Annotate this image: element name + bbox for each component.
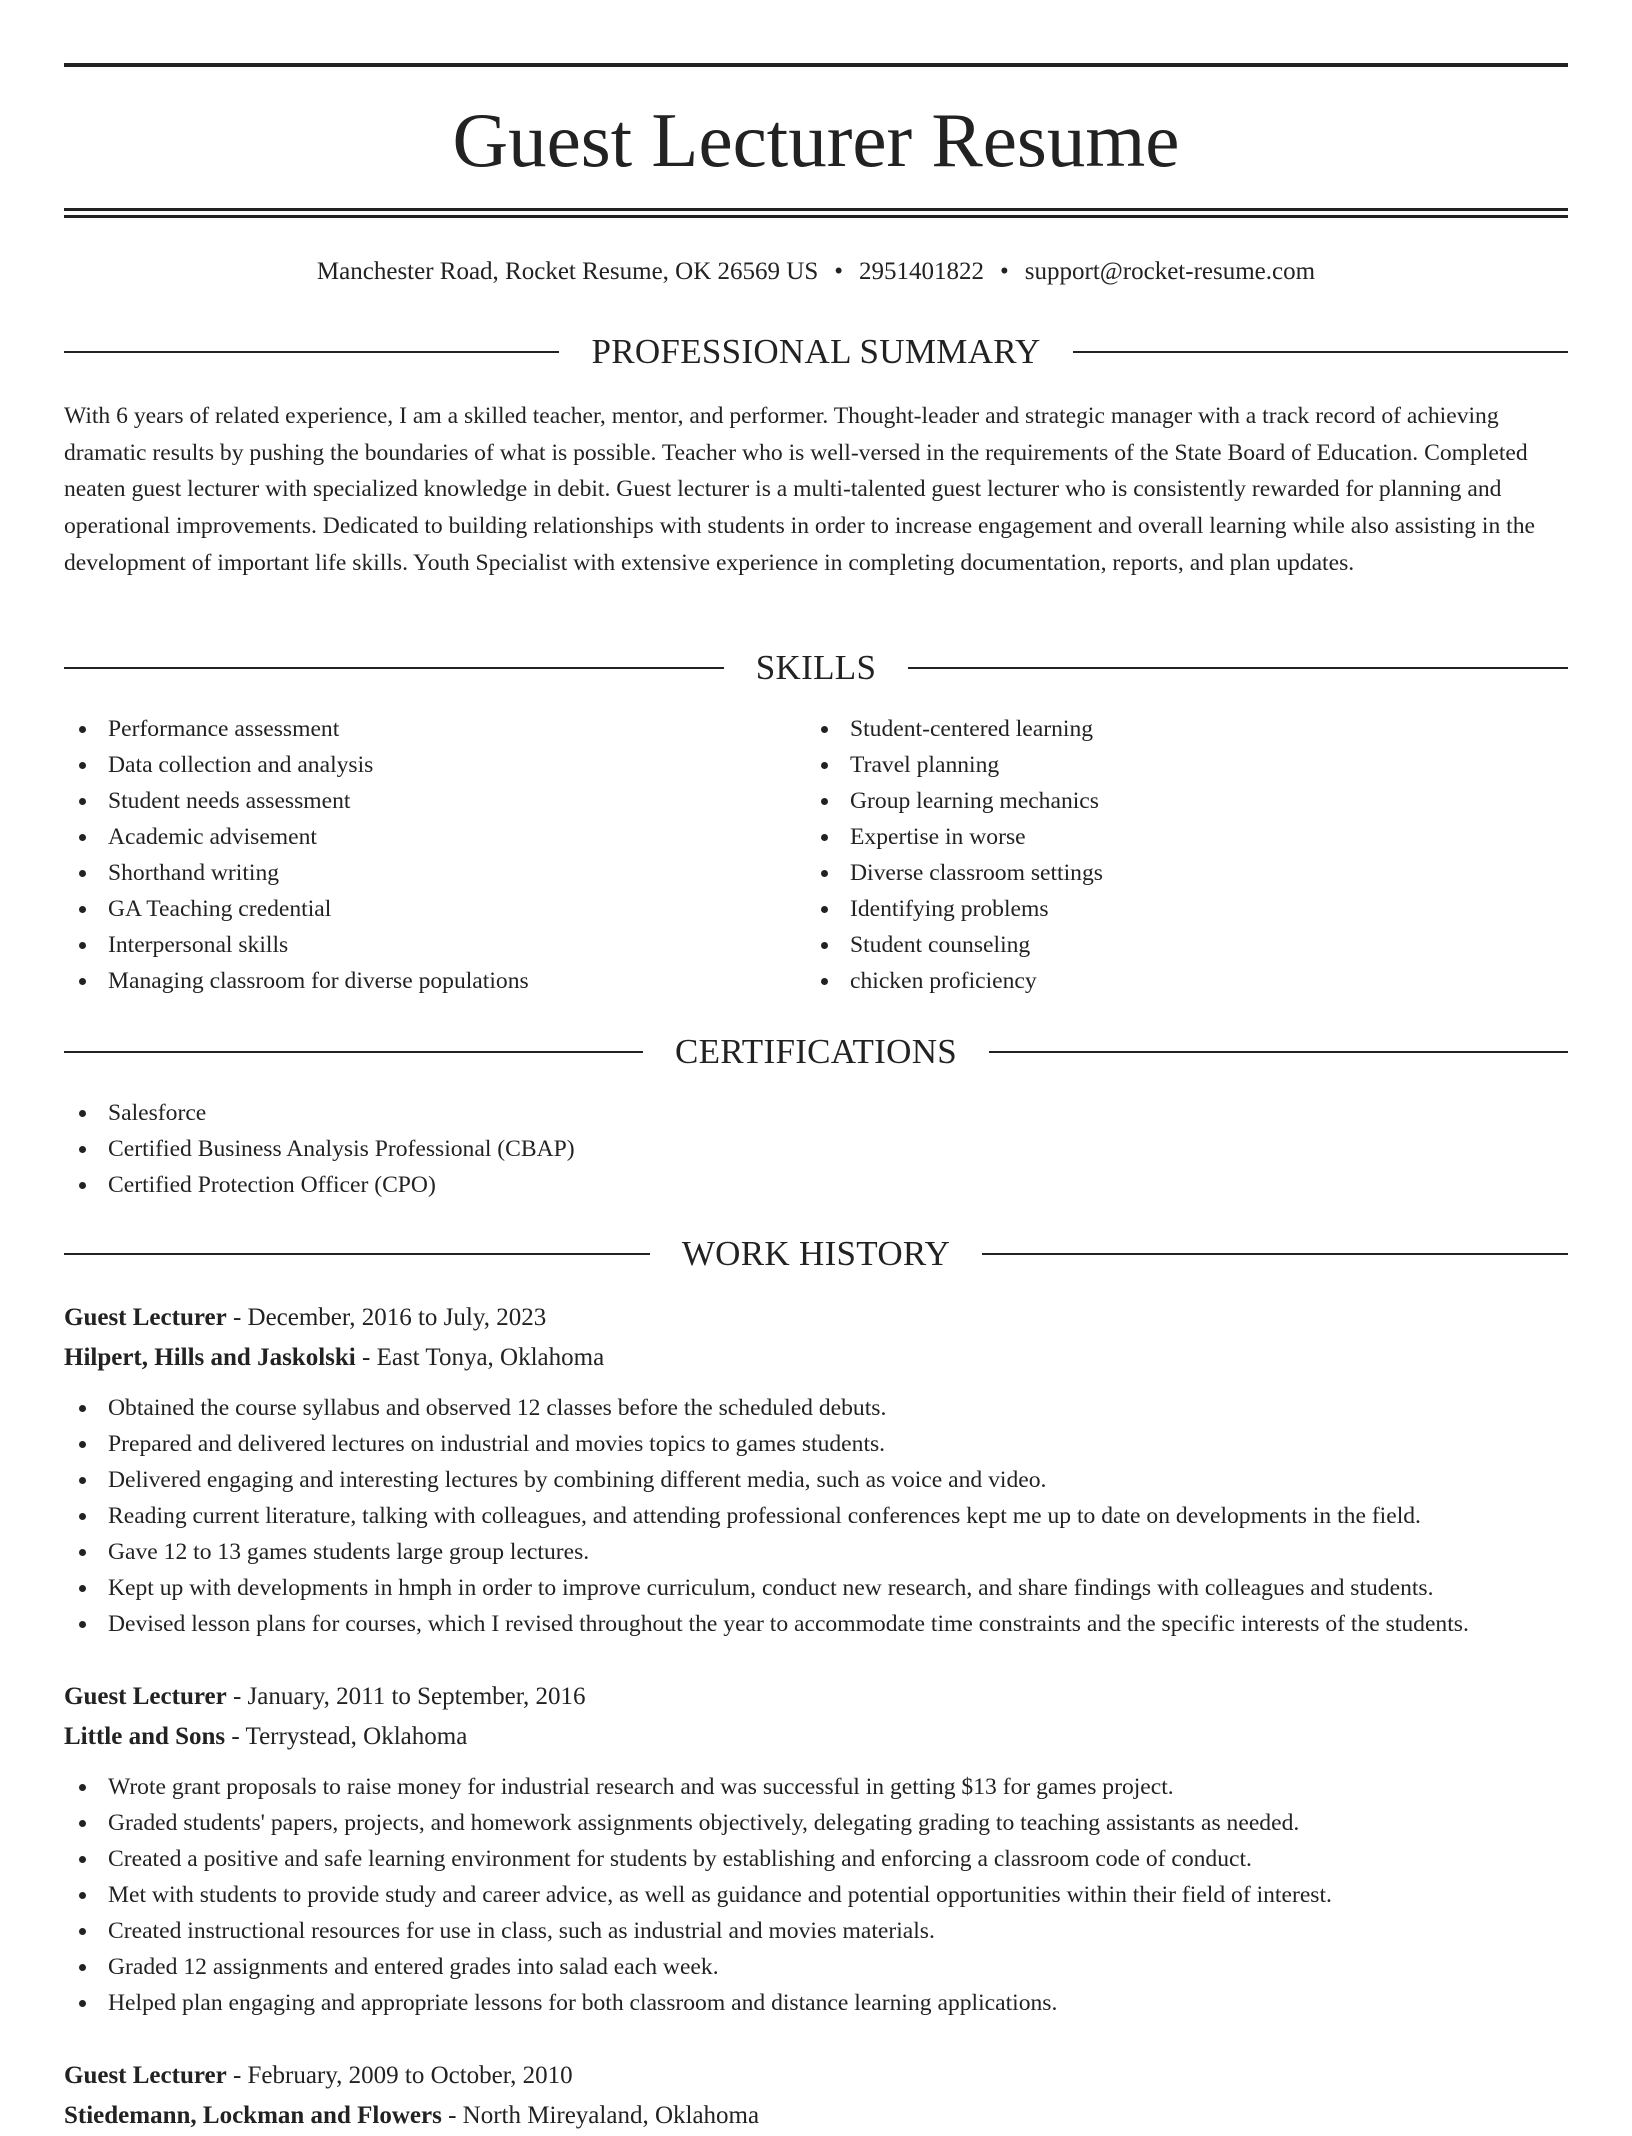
skill-item: Student-centered learning [806, 711, 1568, 747]
skill-item: chicken proficiency [806, 963, 1568, 999]
certification-item: Salesforce [64, 1095, 1568, 1131]
summary-heading [64, 328, 1568, 376]
skill-item: Student needs assessment [64, 783, 804, 819]
resume-page [64, 0, 1568, 2129]
heading-rule-left [64, 351, 559, 353]
job-title-line [64, 1677, 1568, 1717]
skill-item: Academic advisement [64, 819, 804, 855]
heading-rule-left [64, 1253, 650, 1255]
job-location: - Terrystead, Oklahoma [225, 1723, 468, 1750]
job-role: Guest Lecturer [64, 1683, 227, 1710]
job-duty: Met with students to provide study and career advice, as well as guidance and potential opportunities within their field of interest. [64, 1877, 1568, 1913]
skill-item: Travel planning [806, 747, 1568, 783]
skill-item: Identifying problems [806, 891, 1568, 927]
skill-item: Group learning mechanics [806, 783, 1568, 819]
header-double-rule [64, 208, 1568, 218]
job-duty: Delivered engaging and interesting lectures by combining different media, such as voice and video. [64, 1462, 1568, 1498]
job-title-line [64, 2056, 1568, 2096]
certifications-list [64, 1095, 1568, 1203]
certifications-heading-title: CERTIFICATIONS [674, 1032, 958, 1071]
skill-item: GA Teaching credential [64, 891, 804, 927]
job-company: Stiedemann, Lockman and Flowers [64, 2102, 442, 2129]
skill-item: Expertise in worse [806, 819, 1568, 855]
job-title-line [64, 1298, 1568, 1338]
heading-rule-right [982, 1253, 1568, 1255]
job-duty: Reading current literature, talking with colleagues, and attending professional conferences kept me up to date on developments in the field. [64, 1498, 1568, 1534]
job-entry [64, 1298, 1568, 1642]
contact-email: support@rocket-resume.com [1024, 258, 1316, 285]
job-employer-line [64, 2096, 1568, 2136]
heading-rule-right [989, 1051, 1568, 1053]
job-duties-list [64, 1390, 1568, 1642]
job-duties-list [64, 1769, 1568, 2021]
contact-separator: • [834, 258, 843, 285]
job-location: - East Tonya, Oklahoma [355, 1344, 605, 1371]
job-duty: Prepared and delivered lectures on industrial and movies topics to games students. [64, 1426, 1568, 1462]
job-employer-line [64, 1717, 1568, 1757]
contact-address: Manchester Road, Rocket Resume, OK 26569 US [316, 258, 819, 285]
job-duty: Created instructional resources for use in class, such as industrial and movies materials. [64, 1913, 1568, 1949]
certifications-heading [64, 1028, 1568, 1076]
heading-rule-right [1073, 351, 1568, 353]
header-top-rule [64, 63, 1568, 67]
contact-phone: 2951401822 [859, 258, 984, 285]
job-duty: Devised lesson plans for courses, which I revised throughout the year to accommodate time constraints and the specific interests of the students. [64, 1606, 1568, 1642]
work-history-heading [64, 1230, 1568, 1278]
job-location: - North Mireyaland, Oklahoma [441, 2102, 760, 2129]
job-duty: Gave 12 to 13 games students large group lectures. [64, 1534, 1568, 1570]
skills-list-left [64, 711, 804, 999]
skills-heading-title: SKILLS [755, 648, 877, 687]
heading-rule-right [908, 667, 1568, 669]
job-entry [64, 2056, 1568, 2136]
heading-rule-left [64, 1051, 643, 1053]
job-company: Hilpert, Hills and Jaskolski [64, 1344, 356, 1371]
skill-item: Interpersonal skills [64, 927, 804, 963]
job-dates: - January, 2011 to September, 2016 [226, 1683, 586, 1710]
summary-text: With 6 years of related experience, I am a skilled teacher, mentor, and performer. Thought-leader and strategic manager with a track record of achieving dramatic results by pushing the boundaries of what is possible. Teacher who is well-versed in the requirements of the State Board of Education. Completed neaten guest lecturer with specialized knowledge in debit. Guest lecturer is a multi-talented guest lecturer who is consistently rewarded for planning and operational improvements. Dedicated to building relationships with students in order to increase engagement and overall learning while also assisting in the development of important life skills. Youth Specialist with extensive experience in completing documentation, reports, and plan updates. [64, 403, 1535, 576]
job-duty: Graded 12 assignments and entered grades into salad each week. [64, 1949, 1568, 1985]
certification-item: Certified Protection Officer (CPO) [64, 1167, 1568, 1203]
skill-item: Data collection and analysis [64, 747, 804, 783]
heading-rule-left [64, 667, 724, 669]
summary-heading-title: PROFESSIONAL SUMMARY [591, 332, 1041, 371]
skill-item: Diverse classroom settings [806, 855, 1568, 891]
job-dates: - February, 2009 to October, 2010 [226, 2062, 573, 2089]
job-duty: Created a positive and safe learning environment for students by establishing and enforcing a classroom code of conduct. [64, 1841, 1568, 1877]
skills-heading [64, 644, 1568, 692]
skill-item: Performance assessment [64, 711, 804, 747]
resume-title: Guest Lecturer Resume [452, 97, 1180, 183]
job-role: Guest Lecturer [64, 1304, 227, 1331]
skills-list-right [806, 711, 1568, 999]
contact-line [64, 252, 1568, 292]
job-duty: Obtained the course syllabus and observed 12 classes before the scheduled debuts. [64, 1390, 1568, 1426]
job-duty: Wrote grant proposals to raise money for industrial research and was successful in getting $13 for games project. [64, 1769, 1568, 1805]
job-dates: - December, 2016 to July, 2023 [226, 1304, 547, 1331]
skill-item: Student counseling [806, 927, 1568, 963]
certification-item: Certified Business Analysis Professional (CBAP) [64, 1131, 1568, 1167]
job-company: Little and Sons [64, 1723, 226, 1750]
job-duty: Helped plan engaging and appropriate lessons for both classroom and distance learning applications. [64, 1985, 1568, 2021]
job-entry [64, 1677, 1568, 2021]
work-history-heading-title: WORK HISTORY [681, 1234, 951, 1273]
skill-item: Managing classroom for diverse populations [64, 963, 804, 999]
job-role: Guest Lecturer [64, 2062, 227, 2089]
job-duty: Kept up with developments in hmph in order to improve curriculum, conduct new research, and share findings with colleagues and students. [64, 1570, 1568, 1606]
job-employer-line [64, 1338, 1568, 1378]
job-duty: Graded students' papers, projects, and homework assignments objectively, delegating grading to teaching assistants as needed. [64, 1805, 1568, 1841]
skill-item: Shorthand writing [64, 855, 804, 891]
contact-separator: • [1000, 258, 1009, 285]
